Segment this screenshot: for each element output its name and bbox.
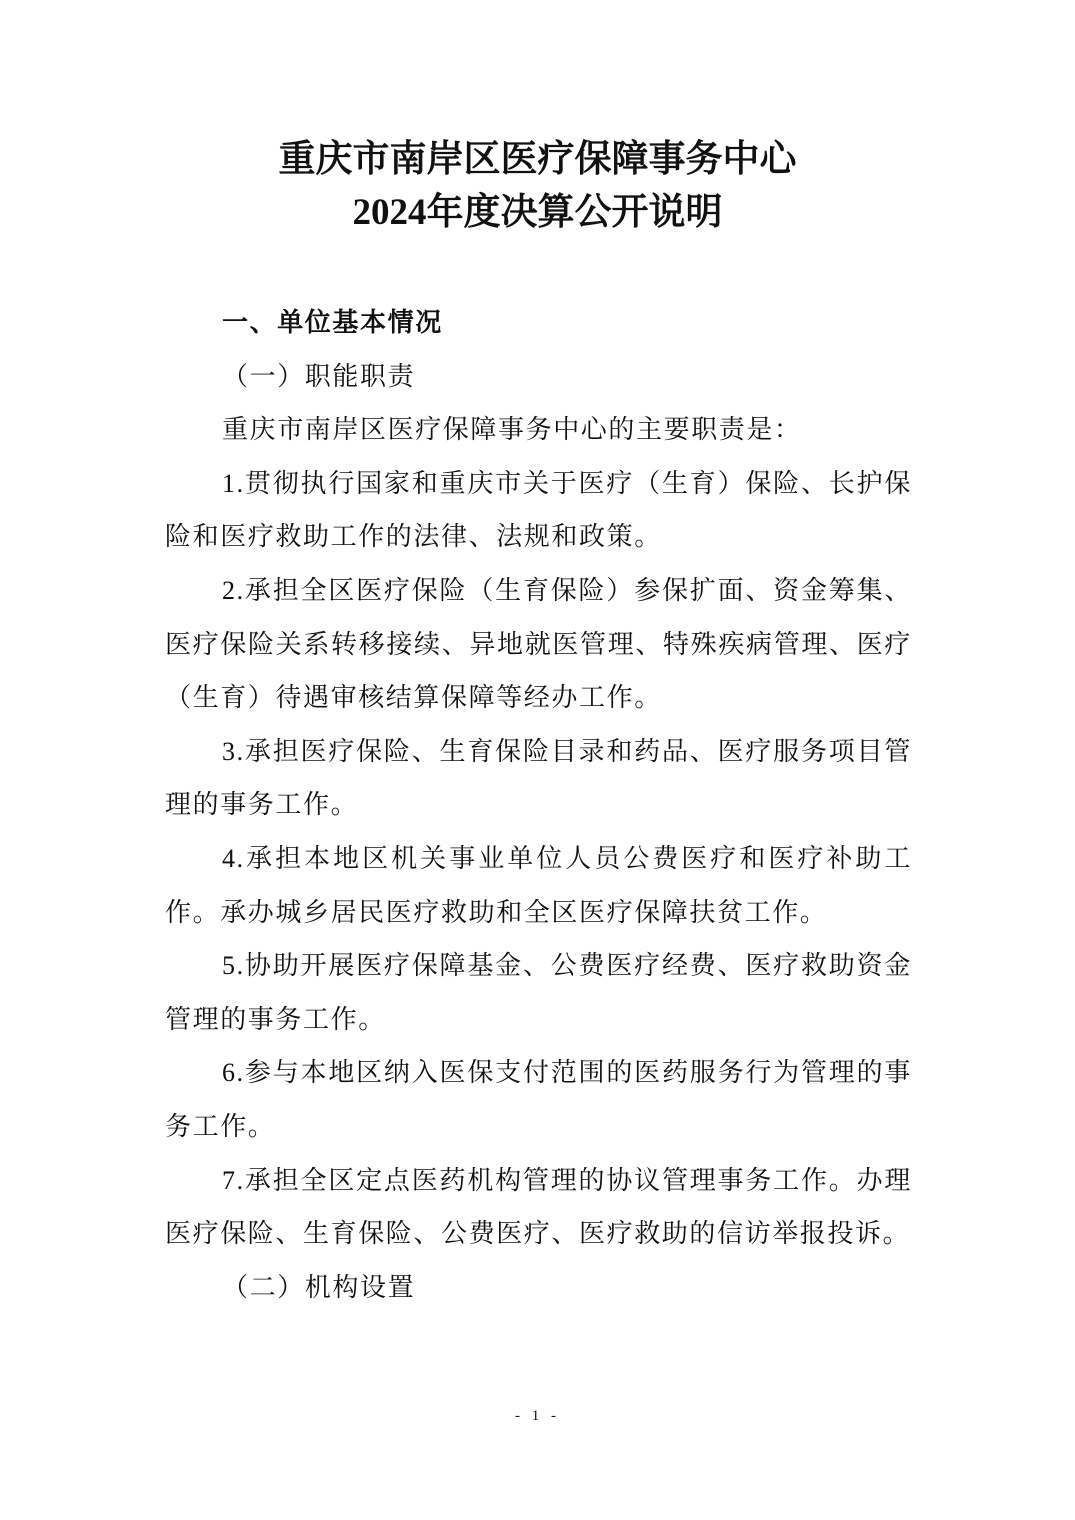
document-title-line1: 重庆市南岸区医疗保障事务中心 — [278, 139, 797, 180]
duty-item: 3.承担医疗保险、生育保险目录和药品、医疗服务项目管理的事务工作。 — [165, 736, 912, 820]
duty-item: 1.贯彻执行国家和重庆市关于医疗（生育）保险、长护保险和医疗救助工作的法律、法规和政策。 — [165, 468, 912, 552]
duty-item: 2.承担全区医疗保险（生育保险）参保扩面、资金筹集、医疗保险关系转移接续、异地就医管理、特殊疾病管理、医疗（生育）待遇审核结算保障等经办工作。 — [165, 575, 912, 713]
subsection-heading: （二）机构设置 — [222, 1272, 416, 1302]
intro-paragraph: 重庆市南岸区医疗保障事务中心的主要职责是： — [222, 415, 802, 445]
duty-item: 7.承担全区定点医药机构管理的协议管理事务工作。办理医疗保险、生育保险、公费医疗、医疗救助的信访举报投诉。 — [165, 1165, 912, 1249]
duty-item: 4.承担本地区机关事业单位人员公费医疗和医疗补助工作。承办城乡居民医疗救助和全区医疗保障扶贫工作。 — [165, 843, 912, 927]
duty-item: 6.参与本地区纳入医保支付范围的医药服务行为管理的事务工作。 — [165, 1058, 912, 1141]
section-heading: 一、单位基本情况 — [222, 308, 443, 337]
document-title-line2: 2024年度决算公开说明 — [352, 192, 723, 233]
subsection-heading: （一）职能职责 — [222, 361, 416, 391]
duty-item: 5.协助开展医疗保障基金、公费医疗经费、医疗救助资金管理的事务工作。 — [165, 951, 912, 1034]
page-number: - 1 - — [515, 1408, 560, 1424]
document-body — [165, 296, 912, 1314]
